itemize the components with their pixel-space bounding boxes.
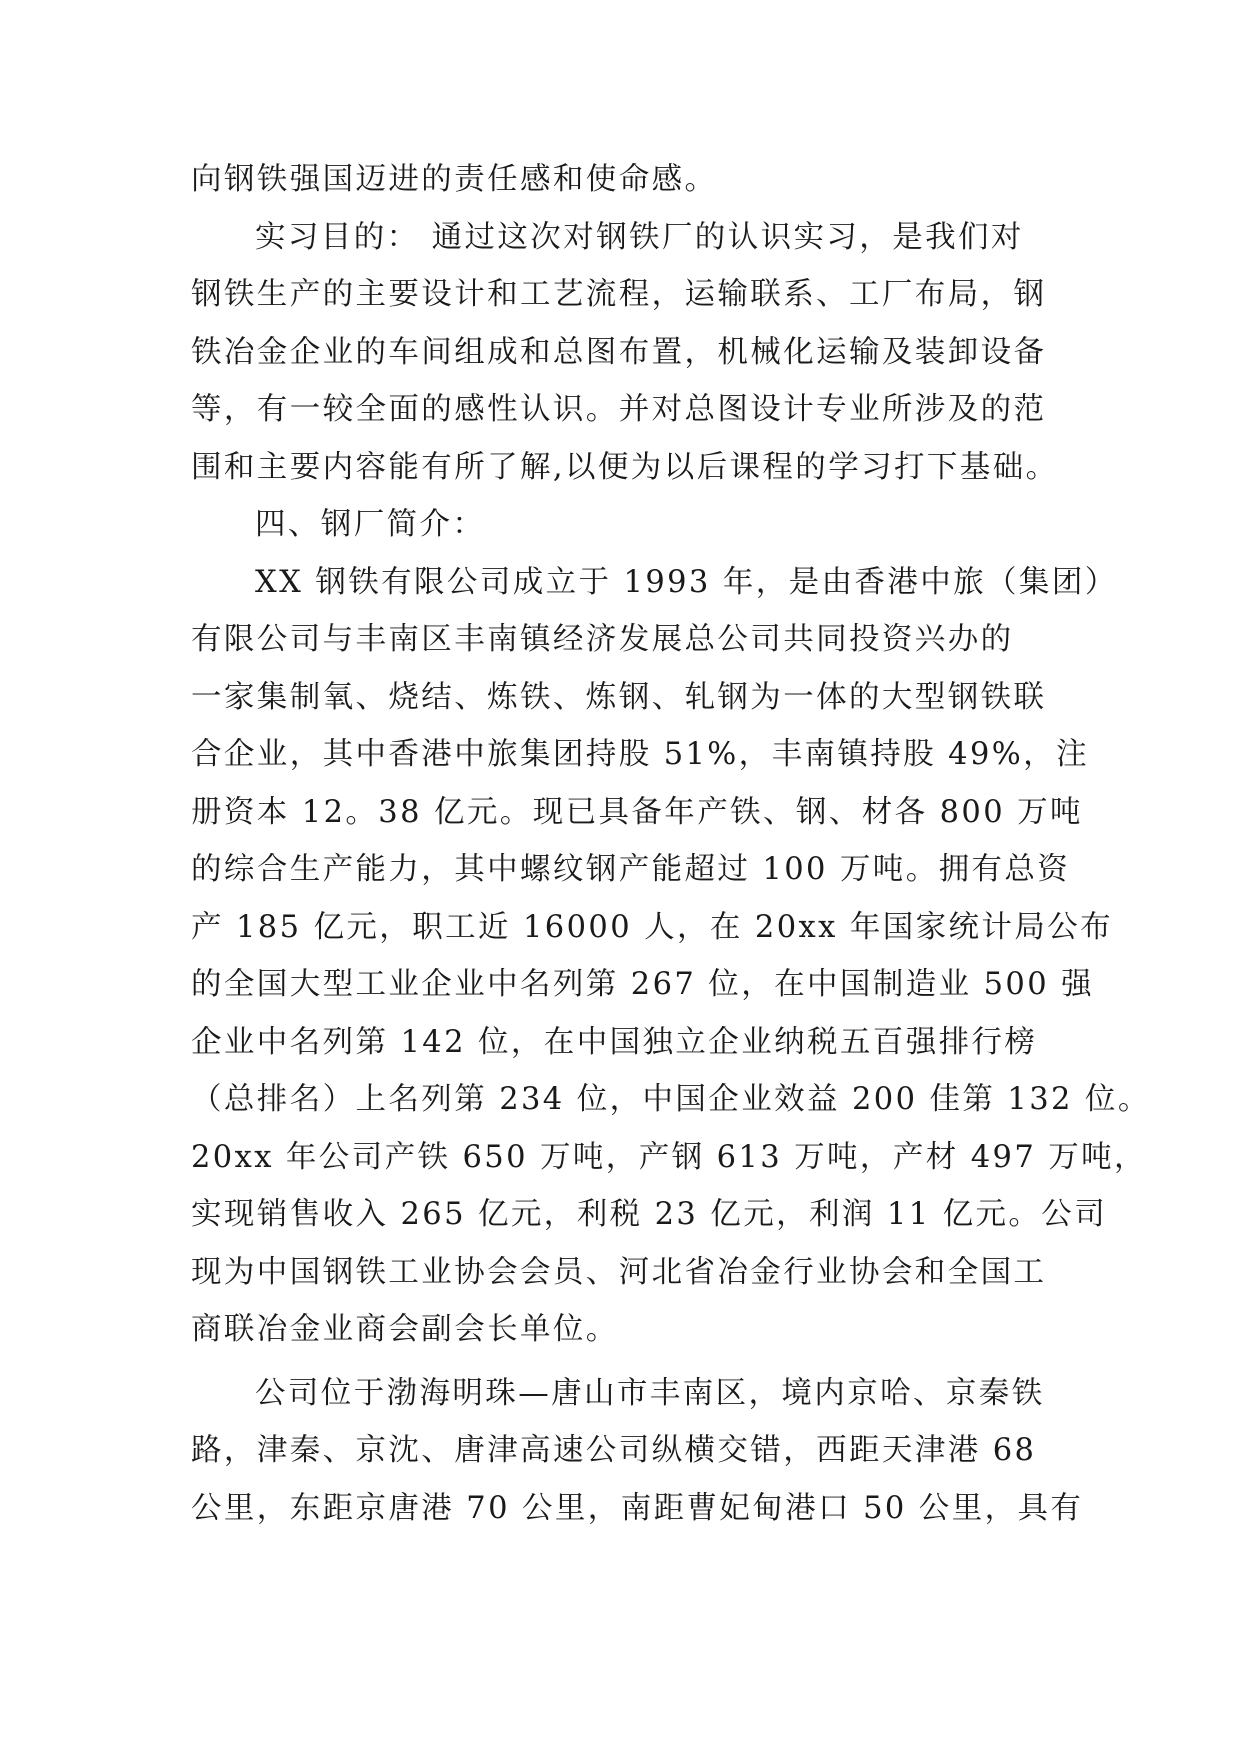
text-line: 铁冶金企业的车间组成和总图布置，机械化运输及装卸设备 — [191, 334, 1047, 370]
text-line: 企业中名列第 142 位，在中国独立企业纳税五百强排行榜 — [191, 1024, 1038, 1060]
text-line: 的综合生产能力，其中螺纹钢产能超过 100 万吨。拥有总资 — [191, 852, 1071, 887]
text-line: 等，有一较全面的感性认识。并对总图设计专业所涉及的范 — [191, 392, 1047, 427]
text-line: 册资本 12。38 亿元。现已具备年产铁、钢、材各 800 万吨 — [191, 794, 1083, 830]
text-line: 20xx 年公司产铁 650 万吨，产钢 613 万吨，产材 497 万吨， — [191, 1139, 1147, 1175]
text-line: 现为中国钢铁工业协会会员、河北省冶金行业协会和全国工 — [191, 1254, 1047, 1290]
text-line: 产 185 亿元，职工近 16000 人，在 20xx 年国家统计局公布 — [191, 909, 1114, 945]
text-line: 向钢铁强国迈进的责任感和使命感。 — [191, 162, 718, 197]
text-line: 围和主要内容能有所了解,以便为以后课程的学习打下基础。 — [191, 449, 1059, 485]
text-line: 商联冶金业商会副会长单位。 — [191, 1312, 619, 1347]
text-line: 有限公司与丰南区丰南镇经济发展总公司共同投资兴办的 — [191, 622, 1014, 657]
section-heading: 四、钢厂简介： — [255, 507, 486, 542]
text-line: XX 钢铁有限公司成立于 1993 年，是由香港中旅（集团） — [255, 564, 1118, 600]
text-line: 实现销售收入 265 亿元，利税 23 亿元，利润 11 亿元。公司 — [191, 1197, 1108, 1232]
text-line: 实习目的： 通过这次对钢铁厂的认识实习，是我们对 — [255, 219, 1024, 255]
document-body — [191, 151, 1151, 1537]
text-line: 一家集制氧、烧结、炼铁、炼钢、轧钢为一体的大型钢铁联 — [191, 679, 1047, 715]
text-line: 公里，东距京唐港 70 公里，南距曹妃甸港口 50 公里，具有 — [191, 1490, 1084, 1526]
text-line: 合企业，其中香港中旅集团持股 51%，丰南镇持股 49%，注 — [191, 737, 1089, 772]
text-line: 钢铁生产的主要设计和工艺流程，运输联系、工厂布局，钢 — [191, 277, 1047, 312]
text-line: 路，津秦、京沈、唐津高速公司纵横交错，西距天津港 68 — [191, 1433, 1037, 1468]
text-line: 公司位于渤海明珠—唐山市丰南区，境内京哈、京秦铁 — [255, 1375, 1045, 1411]
text-line: （总排名）上名列第 234 位，中国企业效益 200 佳第 132 位。 — [191, 1082, 1151, 1117]
text-line: 的全国大型工业企业中名列第 267 位，在中国制造业 500 强 — [191, 967, 1095, 1002]
